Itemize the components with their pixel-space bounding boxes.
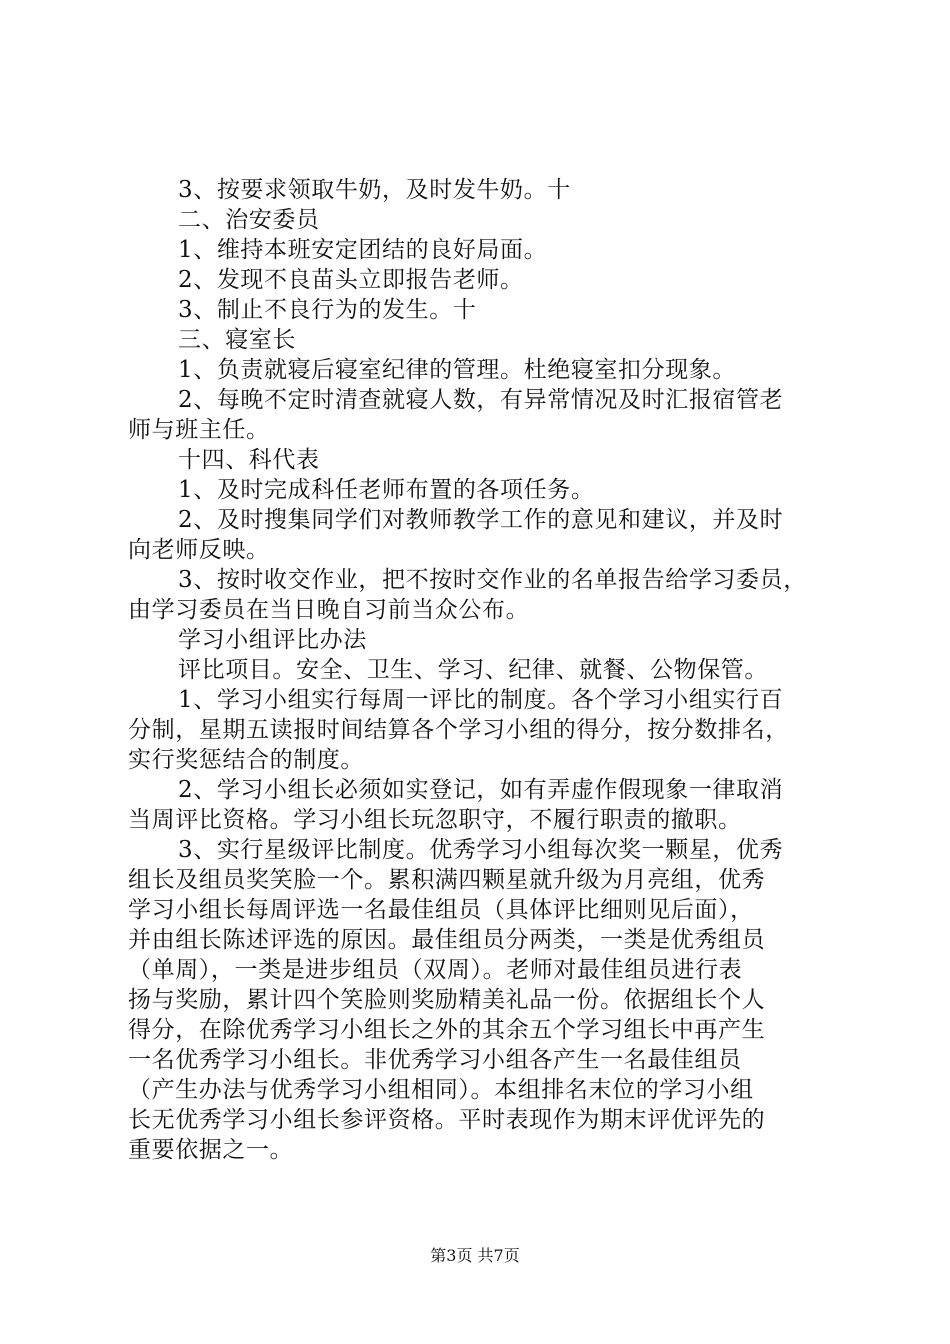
text-line: 3、实行星级评比制度。优秀学习小组每次奖一颗星，优秀 (178, 837, 784, 863)
page-footer: 第3页 共7页 (430, 1246, 520, 1265)
text-line: 3、按要求领取牛奶，及时发牛奶。十 (178, 177, 571, 203)
text-line: 三、寝室长 (178, 327, 296, 353)
text-line: 长无优秀学习小组长参评资格。平时表现作为期末评优评先的 (128, 1107, 766, 1133)
text-line: 向老师反映。 (128, 537, 270, 563)
text-line: 1、及时完成科任老师布置的各项任务。 (178, 477, 595, 503)
text-line: 重要依据之一。 (128, 1137, 294, 1163)
text-line: 2、及时搜集同学们对教师教学工作的意见和建议，并及时 (178, 507, 784, 533)
document-body (128, 175, 833, 1165)
text-line: 一名优秀学习小组长。非优秀学习小组各产生一名最佳组员 (128, 1047, 742, 1073)
text-line: 3、制止不良行为的发生。十 (178, 297, 477, 323)
text-line: 1、学习小组实行每周一评比的制度。各个学习小组实行百 (178, 687, 784, 713)
text-line: （单周），一类是进步组员（双周）。老师对最佳组员进行表 (128, 957, 743, 983)
text-line: 2、发现不良苗头立即报告老师。 (178, 267, 524, 293)
text-line: 分制，星期五读报时间结算各个学习小组的得分，按分数排名， (128, 717, 789, 743)
text-line: 评比项目。安全、卫生、学习、纪律、就餐、公物保管。 (178, 657, 768, 683)
text-line: 由学习委员在当日晚自习前当众公布。 (128, 597, 530, 623)
text-line: 1、维持本班安定团结的良好局面。 (178, 237, 548, 263)
text-line: 十四、科代表 (178, 447, 320, 473)
text-line: 学习小组长每周评选一名最佳组员（具体评比细则见后面）， (128, 897, 754, 923)
text-line: 1、负责就寝后寝室纪律的管理。杜绝寝室扣分现象。 (178, 357, 737, 383)
text-line: 并由组长陈述评选的原因。最佳组员分两类，一类是优秀组员 (128, 927, 766, 953)
text-line: 2、每晚不定时清查就寝人数，有异常情况及时汇报宿管老 (178, 387, 784, 413)
text-line: 当周评比资格。学习小组长玩忽职守，不履行职责的撤职。 (128, 807, 742, 833)
text-line: 二、治安委员 (178, 207, 320, 233)
text-line: 3、按时收交作业，把不按时交作业的名单报告给学习委员， (178, 567, 807, 593)
text-line: 组长及组员奖笑脸一个。累积满四颗星就升级为月亮组，优秀 (128, 867, 766, 893)
text-line: 实行奖惩结合的制度。 (128, 747, 364, 773)
text-line: （产生办法与优秀学习小组相同）。本组排名末位的学习小组 (128, 1077, 754, 1103)
text-line: 得分，在除优秀学习小组长之外的其余五个学习组长中再产生 (128, 1017, 766, 1043)
text-line: 师与班主任。 (128, 417, 270, 443)
text-line: 2、学习小组长必须如实登记，如有弄虚作假现象一律取消 (178, 777, 784, 803)
text-line: 学习小组评比办法 (178, 627, 367, 653)
text-line: 扬与奖励，累计四个笑脸则奖励精美礼品一份。依据组长个人 (128, 987, 766, 1013)
